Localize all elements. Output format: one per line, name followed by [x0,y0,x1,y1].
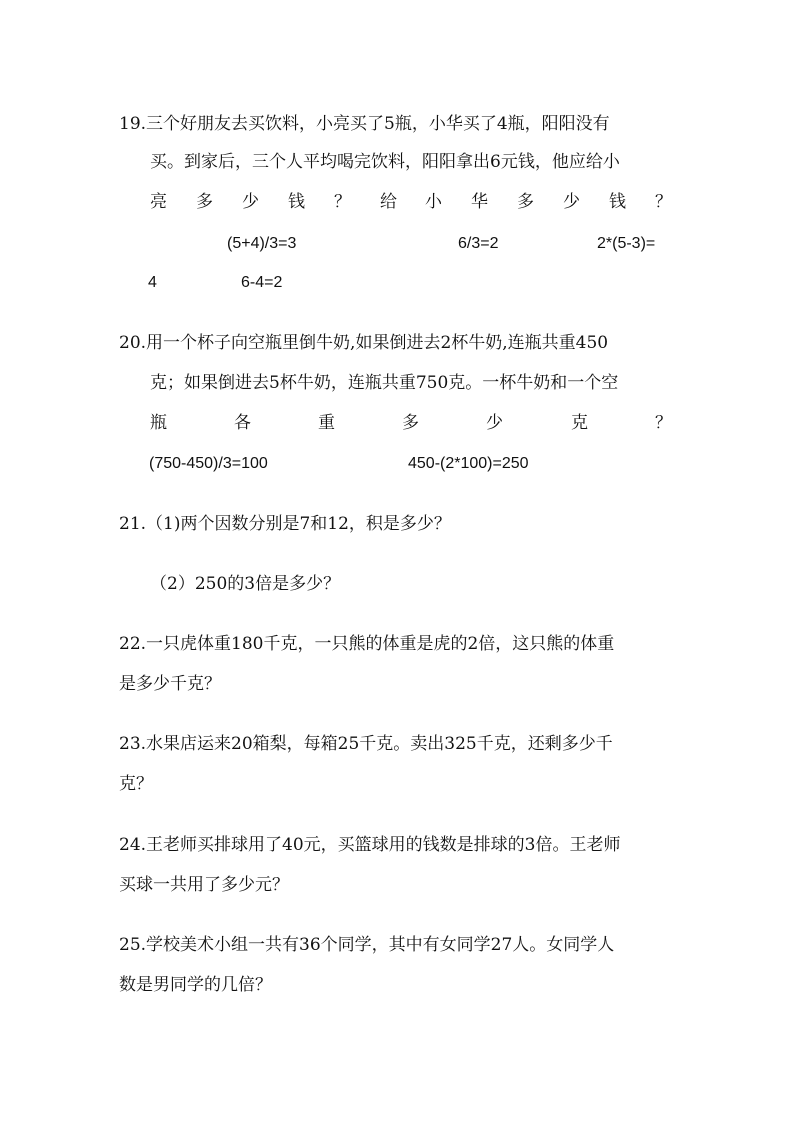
problem-23-line-2: 克？ [119,774,153,794]
problem-24-line-1: 24.王老师买排球用了40元，买篮球用的钱数是排球的3倍。王老师 [119,835,621,855]
problem-19-line-3-char: 亮 [150,192,167,212]
problem-20-line-3-char: 各 [234,413,251,433]
problem-19-answer-3-continued: 4 [148,274,157,291]
problem-25-line-1: 25.学校美术小组一共有36个同学，其中有女同学27人。女同学人 [119,935,615,955]
problem-19-line-3-char: 多 [196,192,213,212]
problem-20-line-3-char: ？ [655,413,672,433]
problem-19-line-2: 买。到家后，三个人平均喝完饮料，阳阳拿出6元钱，他应给小 [150,152,620,172]
problem-19-line-3-char: 多 [517,192,534,212]
problem-19-line-3-char: 钱 [288,192,305,212]
problem-22-line-2: 是多少千克？ [119,674,221,694]
problem-19-answer-3: 2*(5-3)= [597,235,656,252]
problem-19-line-3-char: 华 [471,192,488,212]
problem-20-line-1: 20.用一个杯子向空瓶里倒牛奶,如果倒进去2杯牛奶,连瓶共重450 [119,333,609,353]
problem-20-line-3-char: 瓶 [150,413,167,433]
problem-19-line-3-char: 小 [425,192,442,212]
problem-20-answer-2: 450-(2*100)=250 [408,455,529,472]
problem-23-line-1: 23.水果店运来20箱梨，每箱25千克。卖出325千克，还剩多少千 [119,734,613,754]
problem-19-line-3-char: 给 [380,192,397,212]
problem-19-answer-4: 6-4=2 [241,274,283,291]
problem-19-answer-2: 6/3=2 [458,235,499,252]
problem-20-line-2: 克；如果倒进去5杯牛奶，连瓶共重750克。一杯牛奶和一个空 [150,373,619,393]
problem-19-line-1: 19.三个好朋友去买饮料，小亮买了5瓶，小华买了4瓶，阳阳没有 [119,114,610,134]
problem-22-line-1: 22.一只虎体重180千克，一只熊的体重是虎的2倍，这只熊的体重 [119,634,615,654]
problem-20-line-3-char: 多 [402,413,419,433]
problem-21-line-1: 21.（1)两个因数分别是7和12，积是多少？ [119,514,451,534]
problem-19-line-3-char: ？ [334,192,351,212]
problem-19-answer-1: (5+4)/3=3 [227,235,297,252]
problem-24-line-2: 买球一共用了多少元？ [119,875,289,895]
problem-19-line-3-char: 少 [242,192,259,212]
problem-20-line-3-char: 克 [571,413,588,433]
problem-19-line-3-char: ？ [655,192,672,212]
problem-20-line-3-char: 重 [318,413,335,433]
problem-20-line-3-char: 少 [486,413,503,433]
problem-19-line-3-char: 少 [563,192,580,212]
problem-21-line-2: （2）250的3倍是多少？ [150,574,341,594]
problem-19-line-3-char: 钱 [609,192,626,212]
problem-25-line-2: 数是男同学的几倍？ [119,975,272,995]
problem-20-answer-1: (750-450)/3=100 [149,455,268,472]
